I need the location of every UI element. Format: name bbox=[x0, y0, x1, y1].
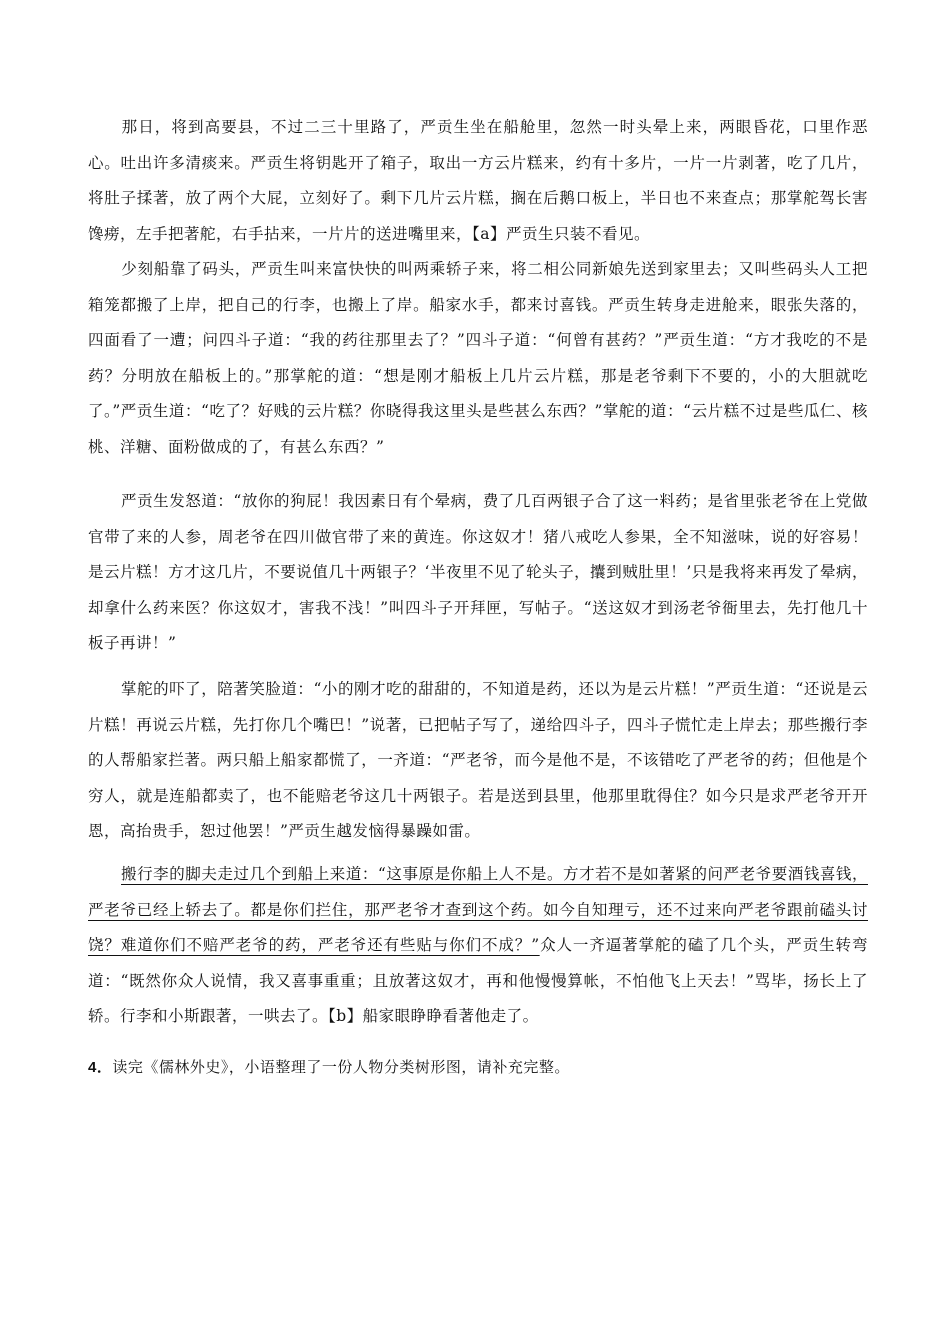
passage-paragraph-4 bbox=[88, 672, 868, 850]
passage-text: 众人一齐逼著掌舵的磕了几个头，严贡生转弯道：“既然你众人说情，我又喜事重重；且放著这奴才，再和他慢慢算帐，不怕他飞上天去！”骂毕，扬长上了轿。行李和小斯跟著，一哄去了。【b】船家眼睁睁看著他走了。 bbox=[88, 936, 868, 1025]
passage-text: 少刻船靠了码头，严贡生叫来富快快的叫两乘轿子来，将二相公同新娘先送到家里去；又叫些码头人工把箱笼都搬了上岸，把自己的行李，也搬上了岸。船家水手，都来讨喜钱。严贡生转身走进舱来，眼张失落的，四面看了一遭；问四斗子道：“我的药往那里去了？”四斗子道：“何曾有甚药？”严贡生道：“方才我吃的不是药？分明放在船板上的。”那掌舵的道：“想是刚才船板上几片云片糕，那是老爷剩下不要的，小的大胆就吃了。”严贡生道：“吃了？好贱的云片糕？你晓得我这里头是些甚么东西？”掌舵的道：“云片糕不过是些瓜仁、核桃、洋糖、面粉做成的了，有甚么东西？” bbox=[88, 260, 868, 456]
passage-text: 严贡生发怒道：“放你的狗屁！我因素日有个晕病，费了几百两银子合了这一料药；是省里张老爷在上党做官带了来的人参，周老爷在四川做官带了来的黄连。你这奴才！猪八戒吃人参果，全不知滋味，说的好容易！是云片糕！方才这几片，不要说值几十两银子？‘半夜里不见了轮头子，攮到贼肚里！’只是我将来再发了晕病，却拿什么药来医？你这奴才，害我不浅！”叫四斗子开拜匣，写帖子。“送这奴才到汤老爷衙里去，先打他几十板子再讲！” bbox=[88, 492, 868, 652]
passage-paragraph-5 bbox=[88, 857, 868, 1035]
passage-text: 那日，将到高要县，不过二三十里路了，严贡生坐在船舱里，忽然一时头晕上来，两眼昏花，口里作恶心。吐出许多清痰来。严贡生将钥匙开了箱子，取出一方云片糕来，约有十多片，一片一片剥著，吃了几片，将肚子揉著，放了两个大屁，立刻好了。剩下几片云片糕，搁在后鹅口板上，半日也不来查点；那掌舵驾长害馋痨，左手把著舵，右手拈来，一片片的送进嘴里来，【a】严贡生只装不看见。 bbox=[88, 118, 868, 243]
underlined-passage-text: 搬行李的脚夫走过几个到船上来道：“这事原是你船上人不是。方才若不是如著紧的问严老爷要酒钱喜钱，严老爷已经上轿去了。都是你们拦住，那严老爷才查到这个药。如今自知理亏，还不过来向严老爷跟前磕头讨饶？难道你们不赔严老爷的药，严老爷还有些贴与你们不成？” bbox=[88, 865, 868, 954]
passage-paragraph-1 bbox=[88, 110, 868, 252]
passage-paragraph-2 bbox=[88, 252, 868, 465]
question-text: 读完《儒林外史》，小语整理了一份人物分类树形图，请补充完整。 bbox=[112, 1058, 570, 1076]
question-4 bbox=[88, 1052, 570, 1083]
passage-text: 掌舵的吓了，陪著笑脸道：“小的刚才吃的甜甜的，不知道是药，还以为是云片糕！”严贡生道：“还说是云片糕！再说云片糕，先打你几个嘴巴！”说著，已把帖子写了，递给四斗子，四斗子慌忙走上岸去；那些搬行李的人帮船家拦著。两只船上船家都慌了，一齐道：“严老爷，而今是他不是，不该错吃了严老爷的药；但他是个穷人，就是连船都卖了，也不能赔老爷这几十两银子。若是送到县里，他那里耽得住？如今只是求严老爷开开恩，高抬贵手，恕过他罢！”严贡生越发恼得暴躁如雷。 bbox=[88, 680, 868, 840]
question-number: 4． bbox=[88, 1059, 113, 1076]
passage-paragraph-3 bbox=[88, 484, 868, 662]
